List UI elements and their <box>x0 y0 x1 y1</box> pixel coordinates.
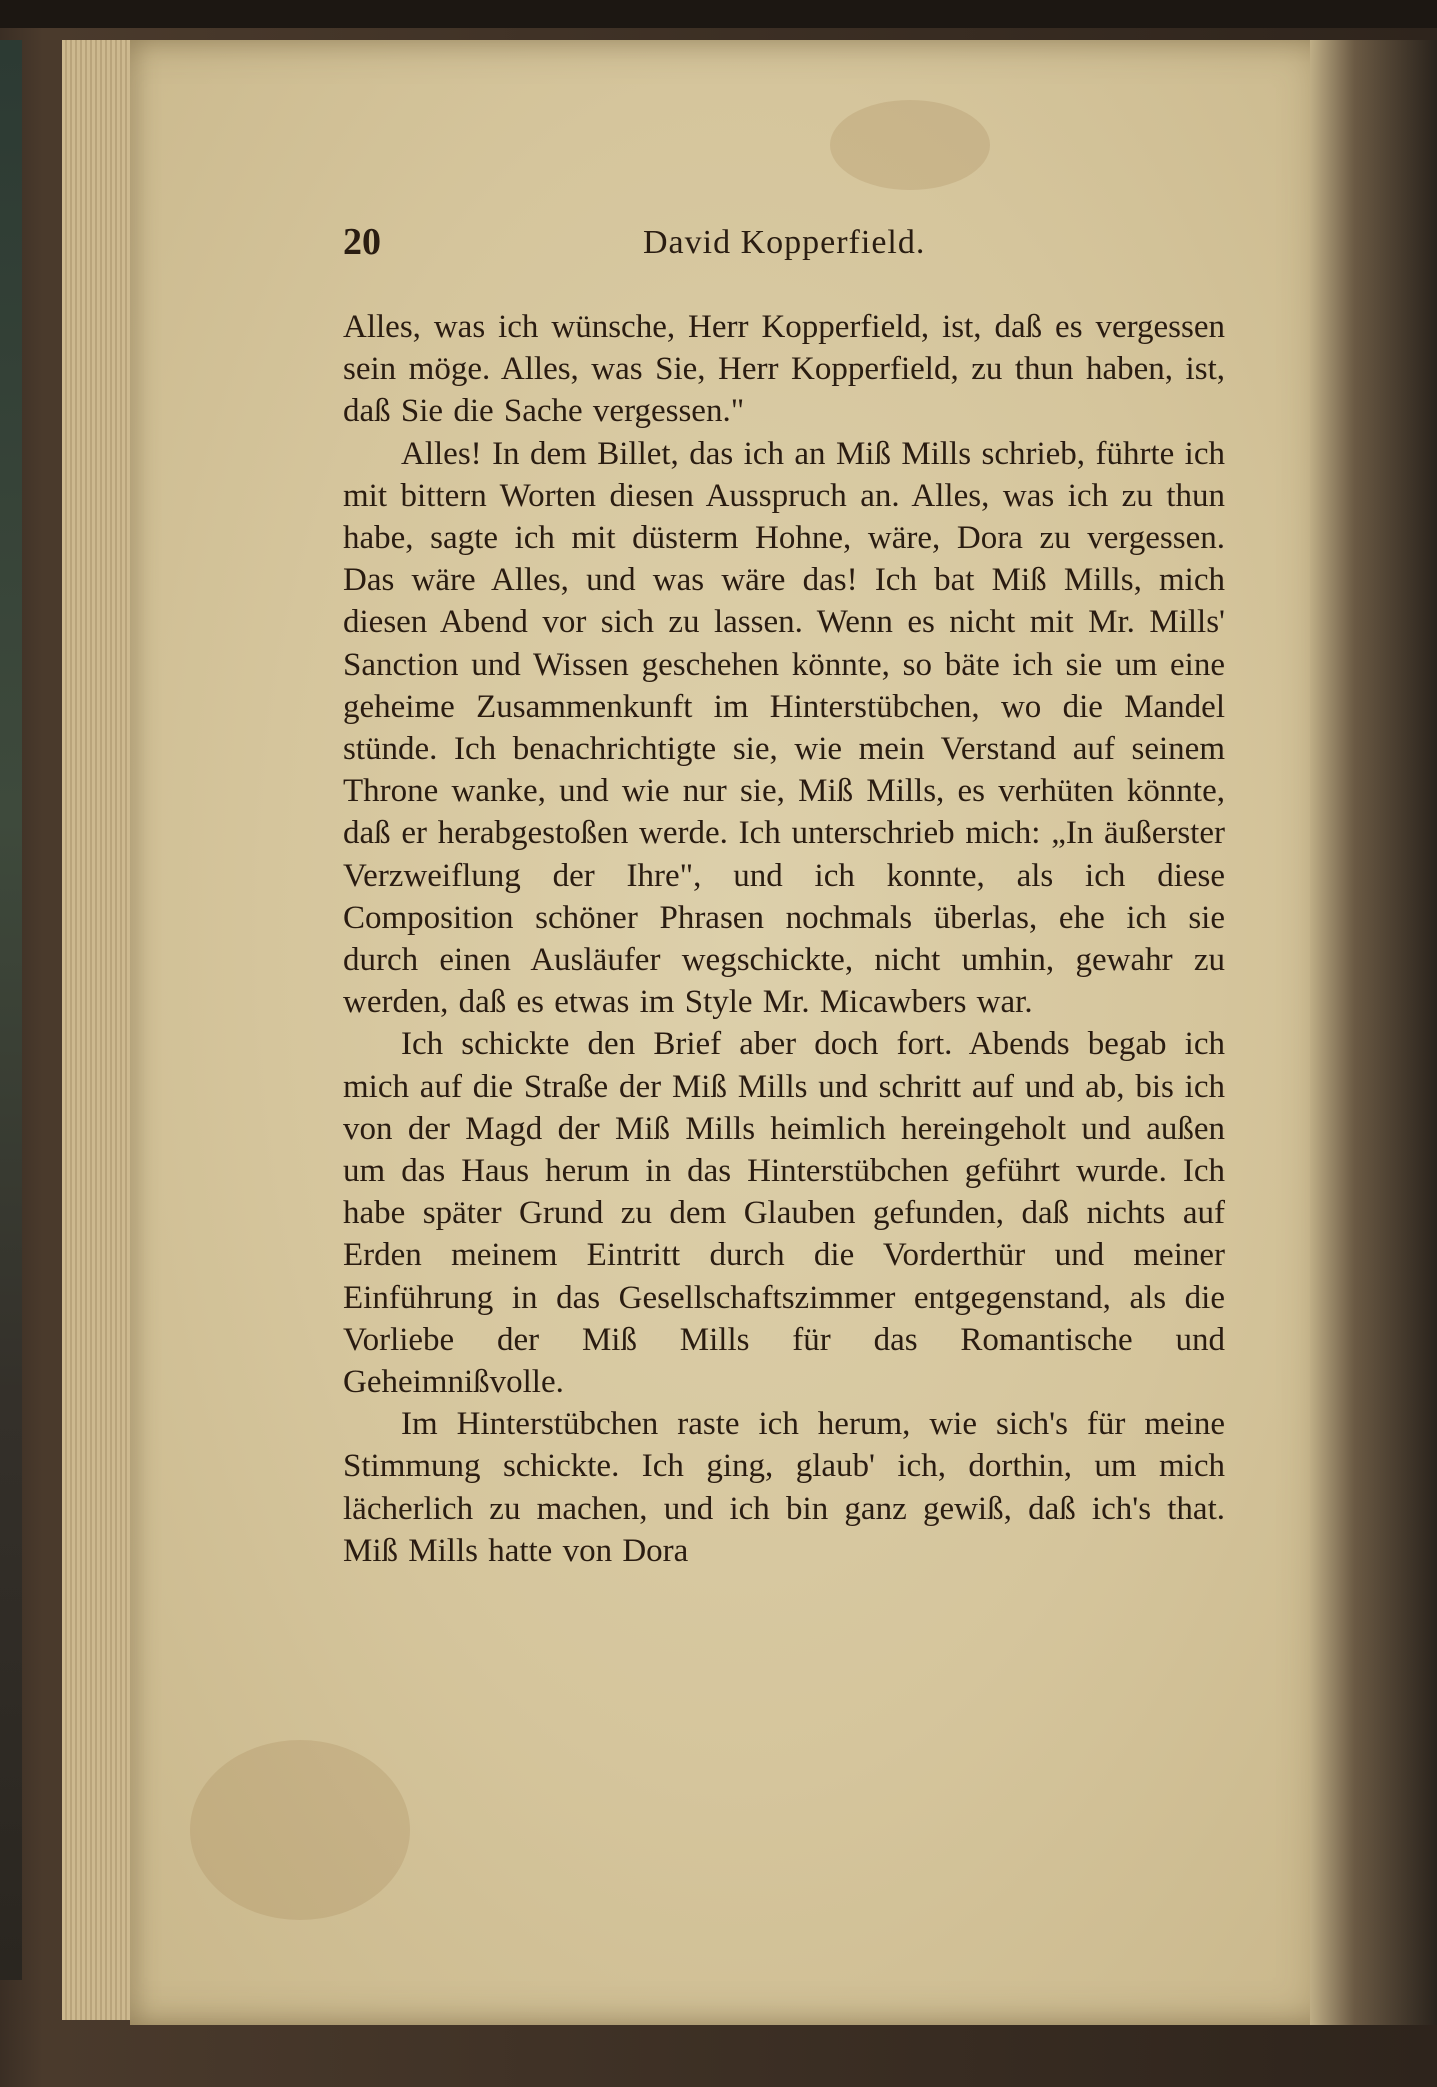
page-header <box>343 220 1223 280</box>
paragraph: Alles, was ich wünsche, Herr Kopperfield, ist, daß es vergessen sein möge. Alles, was Sie, Herr Kopperfield, zu thun haben, ist, daß Sie die Sache vergessen." <box>343 309 1225 430</box>
page-number: 20 <box>343 221 381 263</box>
paragraph: Alles! In dem Billet, das ich an Miß Mills schrieb, führte ich mit bittern Worten diesen Ausspruch an. Alles, was ich zu thun habe, sagte ich mit düsterm Hohne, wäre, Dora zu vergessen. Das wäre Alles, und was wäre das! Ich bat Miß Mills, mich diesen Abend vor sich zu lassen. Wenn es nicht mit Mr. Mills' Sanction und Wissen geschehen könnte, so bäte ich sie um eine geheime Zusammenkunft im Hinterstübchen, wo die Mandel stünde. Ich benachrichtigte sie, wie mein Verstand auf seinem Throne wanke, und wie nur sie, Miß Mills, es verhüten könnte, daß er herabgestoßen werde. Ich unterschrieb mich: „In äußerster Verzweiflung der Ihre", und ich konnte, als ich diese Composition schöner Phrasen nochmals überlas, ehe ich sie durch einen Ausläufer wegschickte, nicht umhin, gewahr zu werden, daß es etwas im Style Mr. Micawbers war. <box>343 435 1225 1021</box>
stain <box>190 1740 410 1920</box>
cover-edge <box>0 40 22 1980</box>
body-text <box>343 306 1225 1572</box>
stain <box>830 100 990 190</box>
gutter-shadow <box>1310 40 1437 2025</box>
paragraph: Im Hinterstübchen raste ich herum, wie sich's für meine Stimmung schickte. Ich ging, glaub' ich, dorthin, um mich lächerlich zu machen, und ich bin ganz gewiß, daß ich's that. Miß Mills hatte von Dora <box>343 1406 1225 1569</box>
paragraph: Ich schickte den Brief aber doch fort. Abends begab ich mich auf die Straße der Miß Mills und schritt auf und ab, bis ich von der Magd der Miß Mills heimlich hereingeholt und außen um das Haus herum in das Hinterstübchen geführt wurde. Ich habe später Grund zu dem Glauben gefunden, daß nichts auf Erden meinem Eintritt durch die Vorderthür und meiner Einführung in das Gesellschaftszimmer entgegenstand, als die Vorliebe der Miß Mills für das Romantische und Geheimnißvolle. <box>343 1026 1225 1401</box>
running-title: David Kopperfield. <box>643 224 926 261</box>
